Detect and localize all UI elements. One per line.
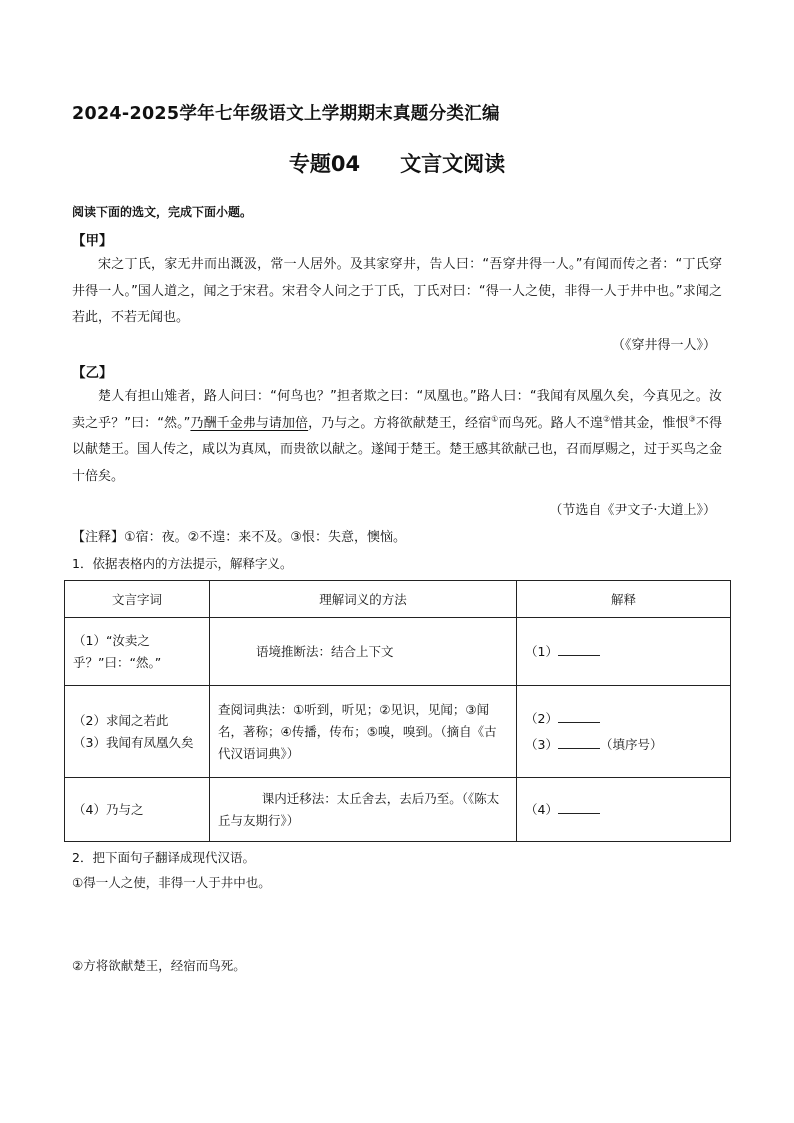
- document-header: 2024-2025学年七年级语文上学期期末真题分类汇编: [72, 104, 500, 124]
- row3-answer: （4）: [517, 778, 731, 842]
- annotations: 【注释】①宿：夜。②不遑：来不及。③恨：失意，懊恼。: [72, 530, 406, 545]
- table-header-row: [65, 581, 731, 618]
- footnote-mark-2: ②: [602, 414, 611, 424]
- answer-blank-4[interactable]: [558, 801, 600, 814]
- row3-method: 课内迁移法：太丘舍去，去后乃至。（《陈太丘与友期行》）: [210, 778, 517, 842]
- table-row: [65, 618, 731, 686]
- question-2: 2．把下面句子翻译成现代汉语。: [72, 850, 255, 865]
- header-answer: 解释: [517, 581, 731, 618]
- row2-word: （2）求闻之若此 （3）我闻有凤凰久矣: [65, 686, 210, 778]
- row1-word: （1）“汝卖之乎？”曰：“然。”: [65, 618, 210, 686]
- sentence-1: ①得一人之使，非得一人于井中也。: [72, 875, 271, 890]
- header-word: 文言字词: [65, 581, 210, 618]
- section-yi-passage: [72, 384, 722, 490]
- section-yi-label: 【乙】: [72, 365, 113, 381]
- footnote-mark-3: ③: [688, 414, 696, 424]
- table-row: [65, 778, 731, 842]
- sentence-2: ②方将欲献楚王，经宿而鸟死。: [72, 958, 246, 973]
- row2-method: 查阅词典法：①听到，听见；②见识，见闻；③闻名，著称；④传播，传布；⑤嗅，嗅到。（摘自《古代汉语词典》）: [210, 686, 517, 778]
- section-jia-source: （《穿井得一人》）: [611, 338, 716, 353]
- section-yi-source: （节选自《尹文子·大道上》）: [549, 503, 716, 518]
- section-jia-label: 【甲】: [72, 233, 113, 249]
- vocabulary-table: [64, 580, 731, 842]
- section-jia-text: 宋之丁氏，家无井而出溉汲，常一人居外。及其家穿井，告人曰：“吾穿井得一人。”有闻而传之者：“丁氏穿井得一人。”国人道之，闻之于宋君。宋君令人问之于丁氏，丁氏对曰：“得一人之使，非得一人于井中也。”求闻之若此，不若无闻也。: [72, 257, 722, 325]
- row1-answer: （1）: [517, 618, 731, 686]
- row3-word: （4）乃与之: [65, 778, 210, 842]
- section-jia-passage: [72, 252, 722, 332]
- topic-number: 专题04: [288, 152, 361, 176]
- row1-method: 语境推断法：结合上下文: [210, 618, 517, 686]
- footnote-mark-1: ①: [491, 414, 499, 424]
- reading-instruction: 阅读下面的选文，完成下面小题。: [72, 205, 253, 219]
- topic-name: 文言文阅读: [400, 152, 506, 176]
- answer-blank-3[interactable]: [558, 736, 600, 749]
- question-1: 1．依据表格内的方法提示，解释字义。: [72, 556, 293, 571]
- underlined-sentence: 乃酬千金弗与请加倍: [190, 415, 309, 431]
- answer-blank-2[interactable]: [558, 710, 600, 723]
- row2-answer: （2） （3） （填序号）: [517, 686, 731, 778]
- page-title: [0, 148, 794, 178]
- header-method: 理解词义的方法: [210, 581, 517, 618]
- answer-blank-1[interactable]: [558, 643, 600, 656]
- table-row: [65, 686, 731, 778]
- section-yi-text: 楚人有担山雉者，路人问曰：“何鸟也？”担者欺之曰：“凤凰也。”路人曰：“我闻有凤凰久矣，今真见之。汝卖之乎？”曰：“然。”乃酬千金弗与请加倍，乃与之。方将欲献楚王，经宿①而鸟死。路人不遑②惜其金，惟恨③不得以献楚王。国人传之，咸以为真凤，而贵欲以献之。遂闻于楚王。楚王感其欲献己也，召而厚赐之，过于买鸟之金十倍矣。: [72, 389, 723, 484]
